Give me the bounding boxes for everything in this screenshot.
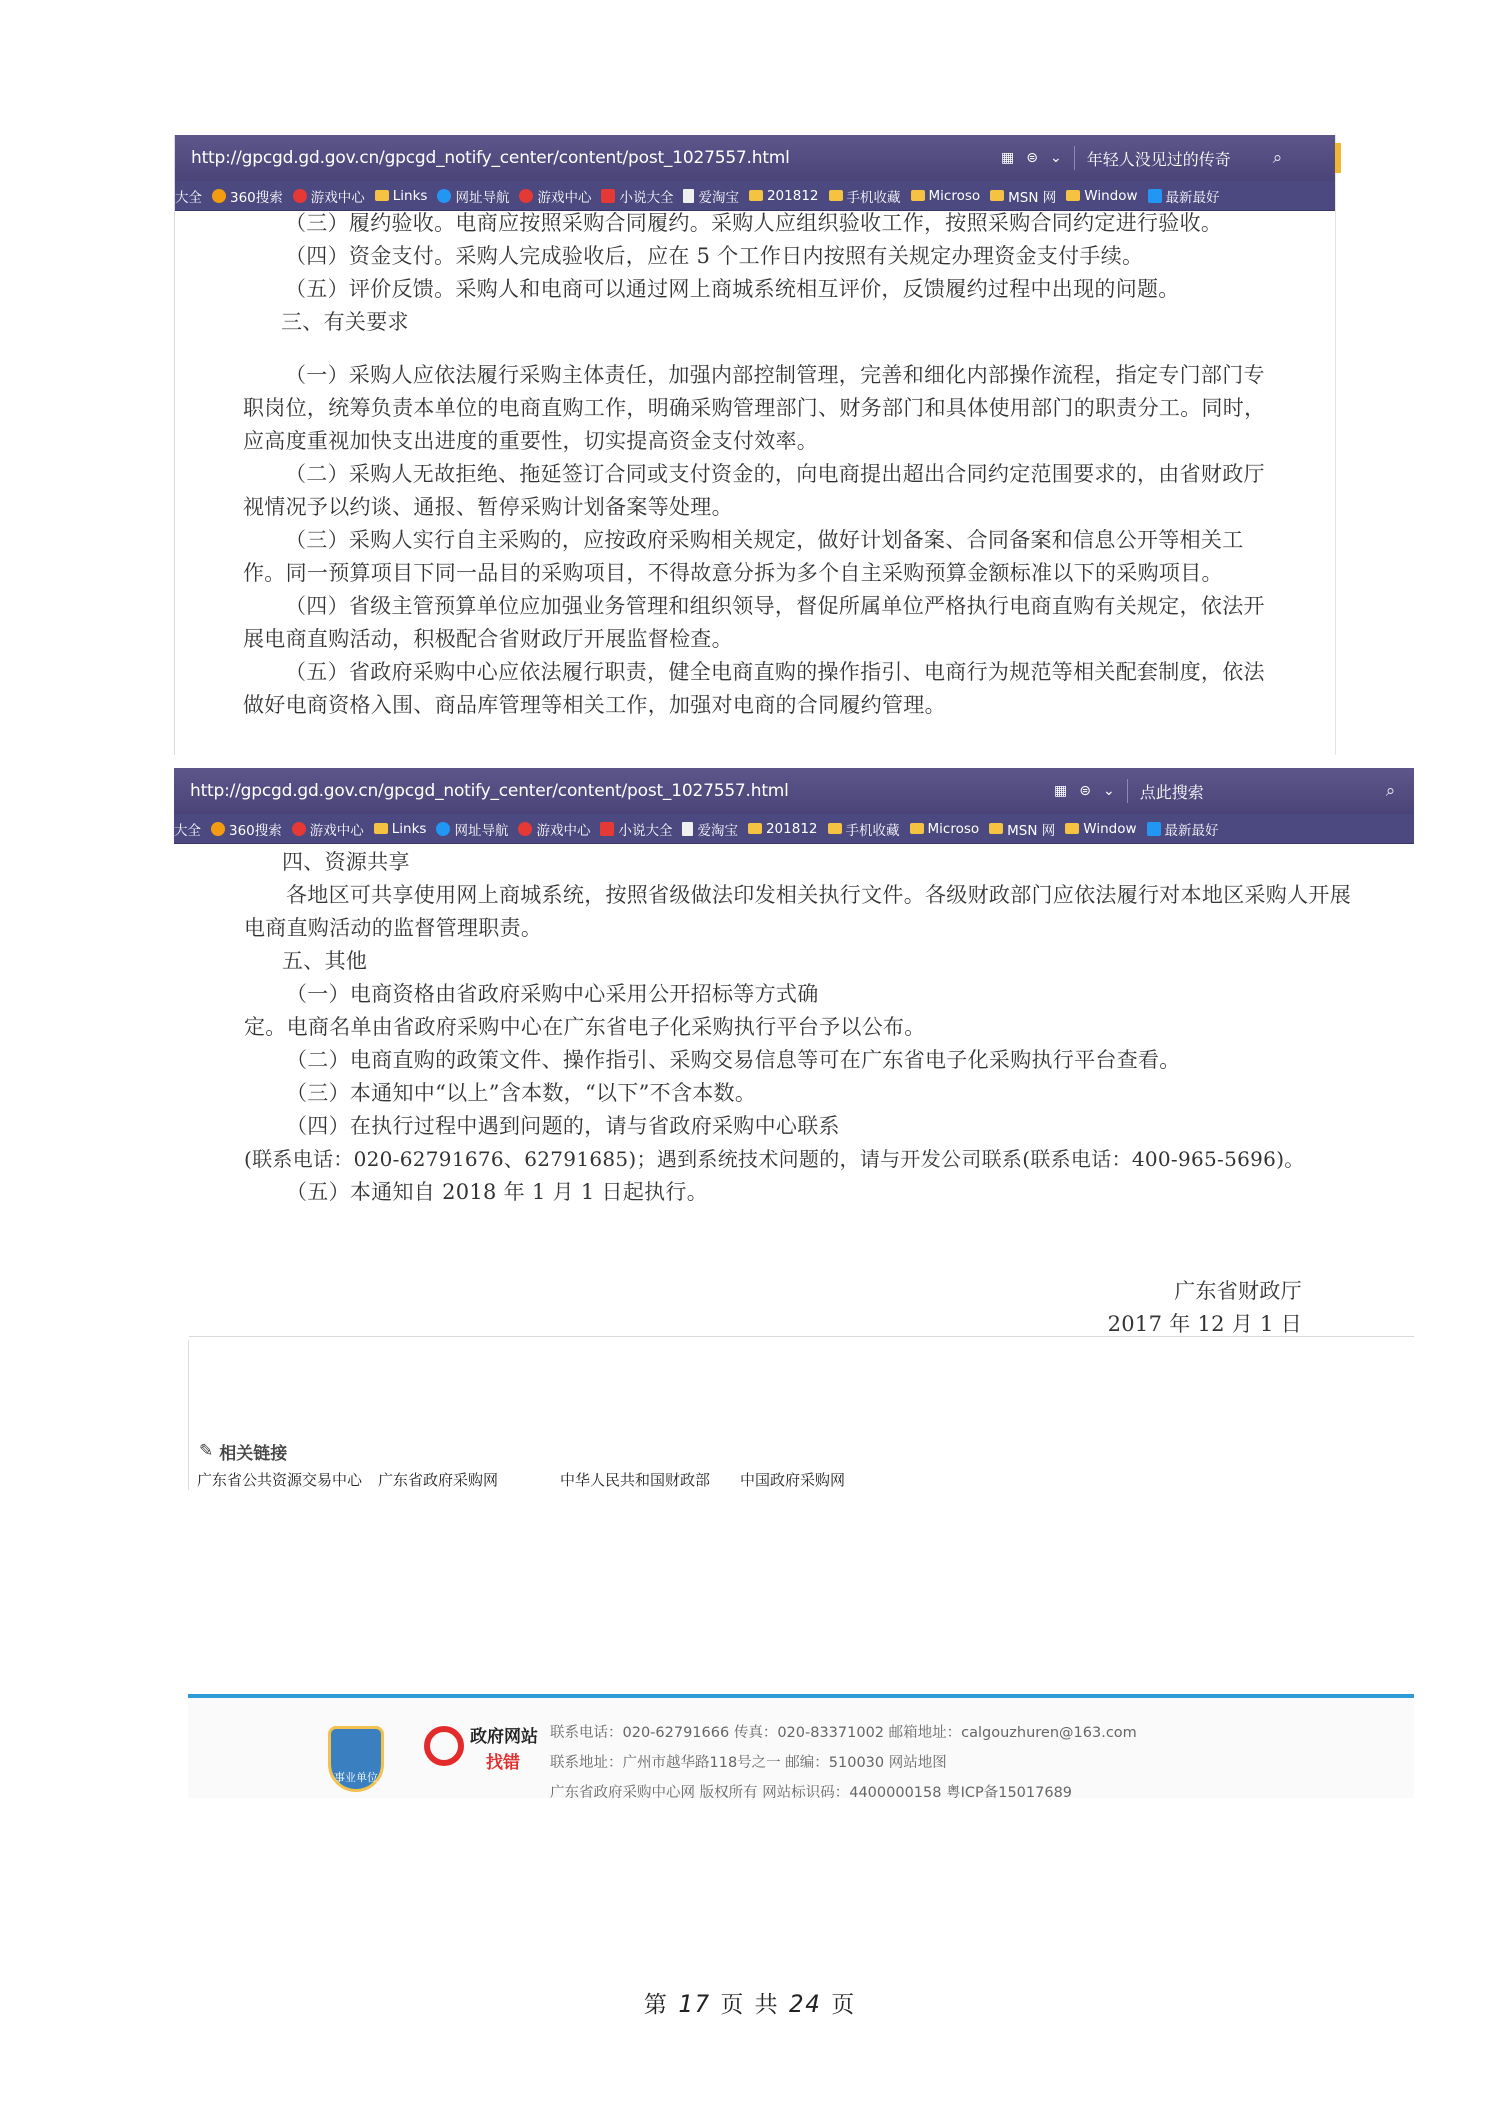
folder-icon	[375, 190, 389, 201]
related-link[interactable]: 广东省政府采购网	[378, 1471, 499, 1489]
paragraph: （三）本通知中“以上”含本数，“以下”不含本数。	[286, 1081, 757, 1105]
bookmark-item[interactable]: 大全	[175, 189, 202, 206]
page-middle: 页 共	[720, 1992, 780, 2018]
bookmark-item[interactable]: 游戏中心	[292, 819, 364, 839]
paragraph: 各地区可共享使用网上商城系统，按照省级做法印发相关执行文件。各级财政部门应依法履行对本地区采购人开展电商直购活动的监督管理职责。	[244, 883, 1351, 940]
paragraph: （一）采购人应依法履行采购主体责任，加强内部控制管理，完善和细化内部操作流程，指定专门部门专职岗位，统筹负责本单位的电商直购工作，明确采购管理部门、财务部门和具体使用部门的职责分工。同时，应高度重视加快支出进度的重要性，切实提高资金支付效率。	[243, 363, 1266, 453]
bookmark-item[interactable]: 201812	[748, 821, 818, 837]
browser-screenshot-1	[174, 135, 1336, 755]
page-total: 24	[788, 1990, 822, 2018]
bookmark-item[interactable]: 360搜索	[212, 186, 283, 206]
gov-logo-sub: 找错	[486, 1753, 520, 1773]
novel-icon	[600, 822, 614, 836]
section-heading: 三、有关要求	[281, 310, 409, 334]
bookmark-item[interactable]: 手机收藏	[828, 819, 900, 839]
nav-icon	[436, 822, 450, 836]
bookmark-item[interactable]: 游戏中心	[519, 186, 591, 206]
search-box-text[interactable]: 年轻人没见过的传奇	[1086, 149, 1231, 169]
site-footer	[188, 1694, 1414, 1801]
bookmark-item[interactable]: 最新最好	[1147, 819, 1219, 839]
search-box-text[interactable]: 点此搜索	[1139, 782, 1204, 802]
page-current: 17	[678, 1990, 712, 2018]
folder-icon	[989, 823, 1003, 834]
related-links-list	[189, 1469, 1414, 1490]
related-links-heading	[189, 1433, 1414, 1469]
game-icon	[518, 822, 532, 836]
footer-line: 联系电话：020-62791666 传真：020-83371002 邮箱地址：calgouzhuren@163.com	[550, 1725, 1137, 1741]
folder-icon	[911, 190, 925, 201]
paragraph: （五）省政府采购中心应依法履行职责，健全电商直购的操作指引、电商行为规范等相关配套制度，依法做好电商资格入围、商品库管理等相关工作，加强对电商的合同履约管理。	[243, 660, 1265, 717]
bookmark-item[interactable]: 游戏中心	[293, 186, 365, 206]
folder-icon	[910, 823, 924, 834]
section-heading: 四、资源共享	[282, 850, 410, 874]
bookmark-item[interactable]: 最新最好	[1148, 186, 1220, 206]
compat-icon[interactable]: ⊜	[1079, 783, 1091, 799]
url-text[interactable]: http://gpcgd.gd.gov.cn/gpcgd_notify_center/content/post_1027557.html	[191, 148, 790, 168]
institution-badge[interactable]: 事业单位	[328, 1726, 384, 1792]
bookmark-item[interactable]: 201812	[749, 188, 819, 204]
document-content	[174, 846, 1414, 1341]
page-number	[0, 1986, 1500, 2019]
paragraph: (联系电话：020-62791676、62791685)；遇到系统技术问题的，请与开发公司联系(联系电话：400-965-5696)。	[244, 1147, 1305, 1171]
paragraph: （三）履约验收。电商应按照采购合同履约。采购人应组织验收工作，按照采购合同约定进行验收。	[285, 211, 1223, 235]
paragraph: （四）省级主管预算单位应加强业务管理和组织领导，督促所属单位严格执行电商直购有关规定，依法开展电商直购活动，积极配合省财政厅开展监督检查。	[243, 594, 1265, 651]
360-icon	[212, 189, 226, 203]
related-link[interactable]: 中华人民共和国财政部	[560, 1471, 711, 1489]
address-bar[interactable]	[175, 135, 1335, 181]
paragraph: （三）采购人实行自主采购的，应按政府采购相关规定，做好计划备案、合同备案和信息公开等相关工作。同一预算项目下同一品目的采购项目，不得故意分拆为多个自主采购预算金额标准以下的采购项目。	[243, 528, 1244, 585]
folder-icon	[829, 190, 843, 201]
url-text[interactable]: http://gpcgd.gd.gov.cn/gpcgd_notify_center/content/post_1027557.html	[190, 781, 789, 801]
scroll-edge-marker	[1335, 143, 1341, 173]
chevron-down-icon[interactable]: ⌄	[1102, 783, 1115, 799]
folder-icon	[749, 190, 763, 201]
related-links-title: 相关链接	[219, 1443, 288, 1464]
section-heading: 五、其他	[282, 949, 368, 973]
spacer	[189, 1337, 1414, 1433]
game-icon	[519, 189, 533, 203]
paragraph: （二）电商直购的政策文件、操作指引、采购交易信息等可在广东省电子化采购执行平台查看。	[286, 1048, 1181, 1072]
bookmark-item[interactable]: Window	[1066, 188, 1137, 204]
nav-icon	[437, 189, 451, 203]
bookmark-item[interactable]: 网址导航	[437, 186, 509, 206]
paragraph: （一）电商资格由省政府采购中心采用公开招标等方式确	[286, 982, 819, 1006]
address-tools	[1054, 779, 1395, 803]
bookmark-item[interactable]: MSN 网	[990, 186, 1056, 206]
page-icon	[683, 189, 694, 203]
folder-icon	[748, 823, 762, 834]
bookmark-item[interactable]: Window	[1065, 821, 1136, 837]
divider	[1127, 779, 1128, 803]
paragraph: （四）在执行过程中遇到问题的，请与省政府采购中心联系	[286, 1114, 840, 1138]
game-icon	[293, 189, 307, 203]
browser-screenshot-2	[174, 768, 1414, 1801]
magnifier-icon	[424, 1726, 464, 1766]
footer-line: 联系地址：广州市越华路118号之一 邮编：510030 网站地图	[550, 1755, 947, 1771]
360-icon	[211, 822, 225, 836]
search-icon[interactable]: ⌕	[1272, 148, 1283, 168]
address-bar[interactable]	[174, 768, 1414, 814]
bookmark-item[interactable]: 手机收藏	[829, 186, 901, 206]
bookmark-item[interactable]: 小说大全	[600, 819, 672, 839]
bookmark-item[interactable]: Links	[374, 821, 427, 837]
bookmark-item[interactable]: Microso	[911, 188, 981, 204]
gov-logo-title: 政府网站	[470, 1727, 538, 1747]
signature-date: 2017 年 12 月 1 日	[1107, 1312, 1302, 1336]
newest-icon	[1147, 822, 1161, 836]
page-prefix: 第	[643, 1992, 669, 2018]
related-links-panel	[188, 1340, 1414, 1490]
bookmark-item[interactable]: 爱淘宝	[683, 186, 739, 206]
related-link[interactable]: 广东省公共资源交易中心	[197, 1471, 363, 1489]
related-link[interactable]: 中国政府采购网	[740, 1471, 846, 1489]
document-content	[175, 207, 1335, 722]
paragraph: （二）采购人无故拒绝、拖延签订合同或支付资金的，向电商提出超出合同约定范围要求的，由省财政厅视情况予以约谈、通报、暂停采购计划备案等处理。	[243, 462, 1265, 519]
paragraph: （五）本通知自 2018 年 1 月 1 日起执行。	[286, 1180, 709, 1204]
folder-icon	[828, 823, 842, 834]
folder-icon	[1065, 823, 1079, 834]
gov-website-error-logo[interactable]	[424, 1720, 544, 1782]
novel-icon	[601, 189, 615, 203]
folder-icon	[1066, 190, 1080, 201]
search-icon[interactable]: ⌕	[1385, 781, 1396, 801]
bookmark-item[interactable]: 网址导航	[436, 819, 508, 839]
address-tools	[1001, 146, 1282, 170]
bookmark-item[interactable]: 游戏中心	[518, 819, 590, 839]
bookmark-item[interactable]: Microso	[910, 821, 980, 837]
bookmark-item[interactable]: 大全	[174, 822, 201, 839]
compat-icon[interactable]: ⊜	[1026, 150, 1038, 166]
page-suffix: 页	[831, 1992, 857, 2018]
bookmark-item[interactable]: 小说大全	[601, 186, 673, 206]
footer-info	[550, 1718, 1137, 1808]
game-icon	[292, 822, 306, 836]
pencil-icon: ✎	[199, 1441, 214, 1461]
grid-icon[interactable]: ▦	[1054, 783, 1068, 799]
footer-line: 广东省政府采购中心网 版权所有 网站标识码：4400000158 粤ICP备15017689	[550, 1785, 1073, 1801]
paragraph: 定。电商名单由省政府采购中心在广东省电子化采购执行平台予以公布。	[244, 1015, 926, 1039]
paragraph: （四）资金支付。采购人完成验收后，应在 5 个工作日内按照有关规定办理资金支付手续。	[285, 244, 1144, 268]
signature-org: 广东省财政厅	[1174, 1279, 1302, 1303]
chevron-down-icon[interactable]: ⌄	[1049, 150, 1062, 166]
grid-icon[interactable]: ▦	[1001, 150, 1015, 166]
paragraph: （五）评价反馈。采购人和电商可以通过网上商城系统相互评价，反馈履约过程中出现的问题。	[285, 277, 1180, 301]
page-icon	[682, 822, 693, 836]
bookmark-item[interactable]: 360搜索	[211, 819, 282, 839]
bookmark-item[interactable]: 爱淘宝	[682, 819, 738, 839]
bookmarks-bar	[174, 814, 1414, 844]
divider	[1074, 146, 1075, 170]
newest-icon	[1148, 189, 1162, 203]
bookmark-item[interactable]: MSN 网	[989, 819, 1055, 839]
bookmark-item[interactable]: Links	[375, 188, 428, 204]
folder-icon	[990, 190, 1004, 201]
folder-icon	[374, 823, 388, 834]
